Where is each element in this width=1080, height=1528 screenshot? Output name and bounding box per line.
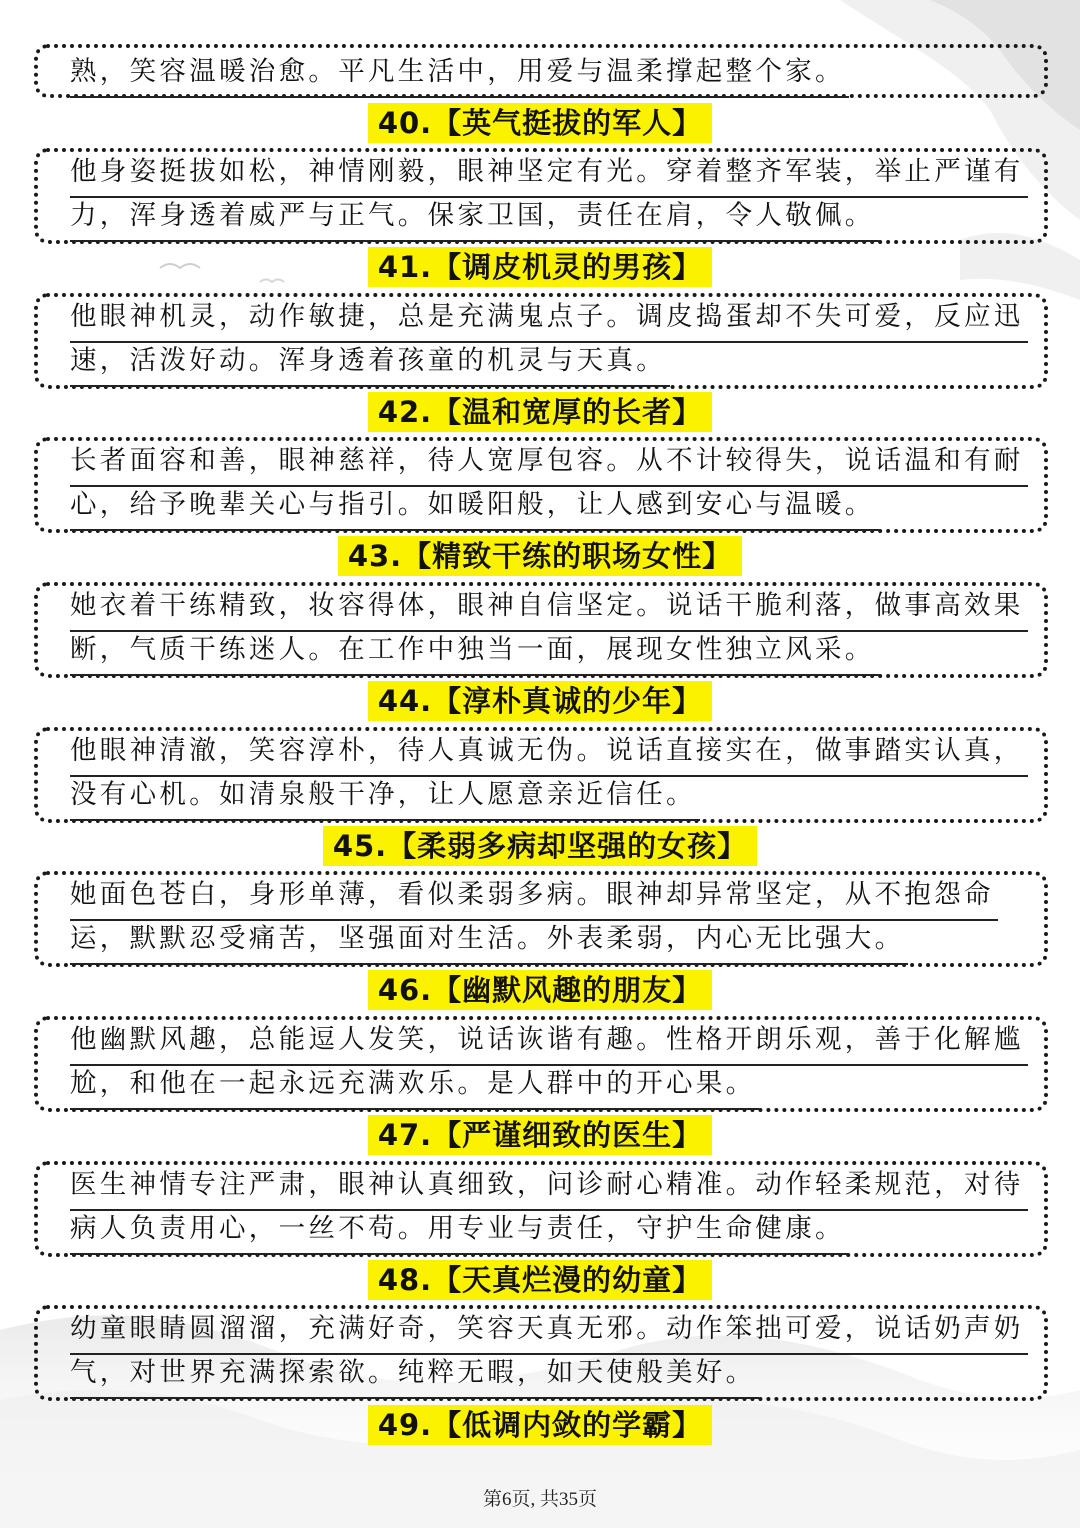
heading-label: 48.【天真烂漫的幼童】 (368, 1260, 712, 1300)
entry-text-line-2: 运，默默忍受痛苦，坚强面对生活。外表柔弱，内心无比强大。 (70, 919, 908, 965)
entry-heading-41 (0, 246, 1080, 288)
entry-text-line-1: 他眼神清澈，笑容淳朴，待人真诚无伪。说话直接实在，做事踏实认真， (70, 731, 1028, 777)
entry-text-line-2: 断，气质干练迷人。在工作中独当一面，展现女性独立风采。 (70, 630, 879, 676)
entry-box-39-fragment (34, 44, 1048, 98)
entry-box-47 (34, 1161, 1048, 1257)
entry-text-line-2: 力，浑身透着威严与正气。保家卫国，责任在肩，令人敬佩。 (70, 196, 879, 242)
entry-heading-47 (0, 1114, 1080, 1156)
entry-box-46 (34, 1016, 1048, 1112)
heading-label: 43.【精致干练的职场女性】 (338, 536, 742, 576)
entry-box-43 (34, 582, 1048, 678)
entry-heading-40 (0, 102, 1080, 144)
entry-box-40 (34, 148, 1048, 244)
entry-text-line-1: 她面色苍白，身形单薄，看似柔弱多病。眼神却异常坚定，从不抱怨命 (70, 875, 998, 921)
entry-heading-45 (0, 825, 1080, 867)
entry-text-line-2: 没有心机。如清泉般干净，让人愿意亲近信任。 (70, 775, 700, 821)
entry-text-line-1: 长者面容和善，眼神慈祥，待人宽厚包容。从不计较得失，说话温和有耐 (70, 441, 1028, 487)
entry-text-line-2: 速，活泼好动。浑身透着孩童的机灵与天真。 (70, 341, 670, 387)
entry-heading-48 (0, 1259, 1080, 1301)
entry-text-line-1: 她衣着干练精致，妆容得体，眼神自信坚定。说话干脆利落，做事高效果 (70, 586, 1028, 632)
entry-text-line-2: 气，对世界充满探索欲。纯粹无暇，如天使般美好。 (70, 1353, 759, 1399)
entry-text-line-1: 他身姿挺拔如松，神情刚毅，眼神坚定有光。穿着整齐军装，举止严谨有 (70, 152, 1028, 198)
heading-label: 46.【幽默风趣的朋友】 (368, 970, 712, 1010)
entry-text-line-2: 尬，和他在一起永远充满欢乐。是人群中的开心果。 (70, 1064, 759, 1110)
entry-box-45 (34, 871, 1048, 967)
entry-heading-46 (0, 969, 1080, 1011)
heading-label: 42.【温和宽厚的长者】 (368, 392, 712, 432)
entry-heading-44 (0, 680, 1080, 722)
entry-box-41 (34, 293, 1048, 389)
entry-text-line-1: 医生神情专注严肃，眼神认真细致，问诊耐心精准。动作轻柔规范，对待 (70, 1165, 1028, 1211)
entry-text-line-1: 幼童眼睛圆溜溜，充满好奇，笑容天真无邪。动作笨拙可爱，说话奶声奶 (70, 1309, 1028, 1355)
page-number: 第6页, 共35页 (482, 1489, 597, 1510)
entry-box-42 (34, 437, 1048, 533)
entry-heading-42 (0, 391, 1080, 433)
heading-label: 49.【低调内敛的学霸】 (368, 1405, 712, 1445)
heading-label: 44.【淳朴真诚的少年】 (368, 681, 712, 721)
entry-heading-43 (0, 535, 1080, 577)
entry-text-line-1: 他眼神机灵，动作敏捷，总是充满鬼点子。调皮捣蛋却不失可爱，反应迅 (70, 297, 1028, 343)
heading-label: 47.【严谨细致的医生】 (368, 1115, 712, 1155)
heading-label: 41.【调皮机灵的男孩】 (368, 247, 712, 287)
heading-label: 45.【柔弱多病却坚强的女孩】 (323, 826, 757, 866)
entry-box-48 (34, 1305, 1048, 1401)
entry-heading-49 (0, 1404, 1080, 1446)
entry-text-line: 熟，笑容温暖治愈。平凡生活中，用爱与温柔撑起整个家。 (70, 52, 849, 98)
entry-text-line-1: 他幽默风趣，总能逗人发笑，说话诙谐有趣。性格开朗乐观，善于化解尴 (70, 1020, 1028, 1066)
entry-text-line-2: 病人负责用心，一丝不苟。用专业与责任，守护生命健康。 (70, 1209, 849, 1255)
entry-box-44 (34, 727, 1048, 823)
entry-text-line-2: 心，给予晚辈关心与指引。如暖阳般，让人感到安心与温暖。 (70, 485, 879, 531)
heading-label: 40.【英气挺拔的军人】 (368, 103, 712, 143)
